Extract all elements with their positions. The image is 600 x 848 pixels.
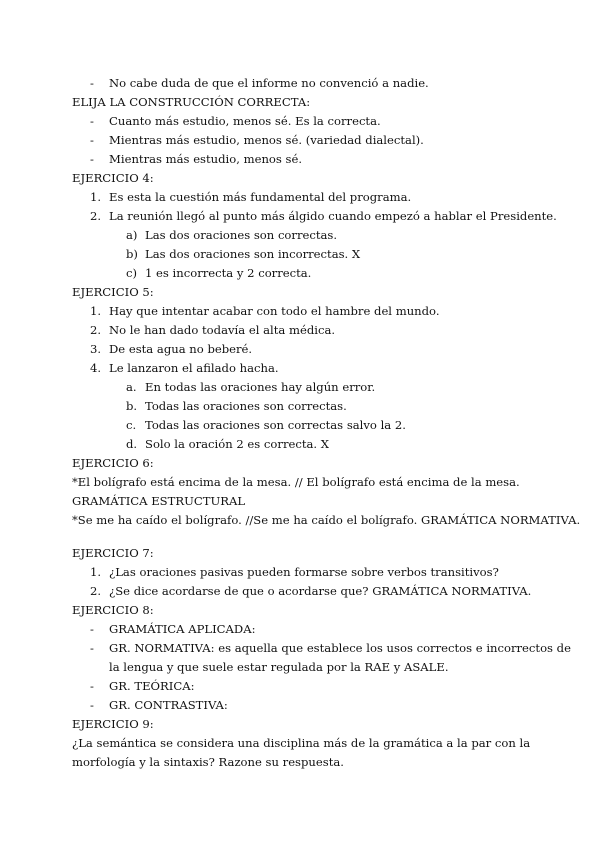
bullet-dash: - bbox=[90, 76, 94, 90]
list-item: No le han dado todavía el alta médica. bbox=[109, 323, 336, 337]
option-item: Todas las oraciones son correctas salvo la 2. bbox=[145, 418, 406, 432]
exercise-heading: EJERCICIO 8: bbox=[72, 603, 154, 617]
list-number: 1. bbox=[90, 565, 102, 579]
paragraph-line: morfología y la sintaxis? Razone su respuesta. bbox=[72, 755, 344, 769]
list-item: GR. CONTRASTIVA: bbox=[109, 698, 228, 712]
list-number: 3. bbox=[90, 342, 102, 356]
bullet-dash: - bbox=[90, 622, 94, 636]
list-number: 2. bbox=[90, 323, 102, 337]
exercise-heading: EJERCICIO 7: bbox=[72, 546, 154, 560]
bullet-dash: - bbox=[90, 641, 94, 655]
list-item-continuation: la lengua y que suele estar regulada por la RAE y ASALE. bbox=[109, 660, 449, 674]
list-item: De esta agua no beberé. bbox=[109, 342, 253, 356]
option-item: Las dos oraciones son correctas. bbox=[145, 228, 338, 242]
list-item: ¿Se dice acordarse de que o acordarse que? GRAMÁTICA NORMATIVA. bbox=[109, 584, 532, 598]
exercise-heading: EJERCICIO 4: bbox=[72, 171, 154, 185]
exercise-heading: EJERCICIO 5: bbox=[72, 285, 154, 299]
list-item: Mientras más estudio, menos sé. (variedad dialectal). bbox=[109, 133, 424, 147]
list-letter: a. bbox=[126, 380, 137, 394]
paragraph-line: ¿La semántica se considera una disciplina más de la gramática a la par con la bbox=[72, 736, 531, 750]
option-item: Todas las oraciones son correctas. bbox=[145, 399, 347, 413]
exercise-heading: EJERCICIO 9: bbox=[72, 717, 154, 731]
section-heading: ELIJA LA CONSTRUCCIÓN CORRECTA: bbox=[72, 95, 311, 109]
list-item: Le lanzaron el afilado hacha. bbox=[109, 361, 279, 375]
bullet-dash: - bbox=[90, 152, 94, 166]
list-item: La reunión llegó al punto más álgido cuando empezó a hablar el Presidente. bbox=[109, 209, 557, 223]
bullet-dash: - bbox=[90, 679, 94, 693]
list-number: 4. bbox=[90, 361, 102, 375]
list-item: Cuanto más estudio, menos sé. Es la correcta. bbox=[109, 114, 381, 128]
list-item: No cabe duda de que el informe no convenció a nadie. bbox=[109, 76, 429, 90]
list-item: GR. TEÓRICA: bbox=[109, 679, 195, 693]
option-item: Solo la oración 2 es correcta. X bbox=[145, 437, 330, 451]
list-item: Hay que intentar acabar con todo el hambre del mundo. bbox=[109, 304, 440, 318]
exercise-heading: EJERCICIO 6: bbox=[72, 456, 154, 470]
list-letter: b. bbox=[126, 399, 138, 413]
list-letter: d. bbox=[126, 437, 138, 451]
list-number: 1. bbox=[90, 190, 102, 204]
option-item: Las dos oraciones son incorrectas. X bbox=[145, 247, 361, 261]
bullet-dash: - bbox=[90, 114, 94, 128]
option-item: En todas las oraciones hay algún error. bbox=[145, 380, 376, 394]
list-item: Es esta la cuestión más fundamental del programa. bbox=[109, 190, 412, 204]
bullet-dash: - bbox=[90, 698, 94, 712]
list-letter: a) bbox=[126, 228, 138, 242]
paragraph-line: *El bolígrafo está encima de la mesa. // El bolígrafo está encima de la mesa. bbox=[72, 475, 520, 489]
list-letter: c. bbox=[126, 418, 137, 432]
list-number: 1. bbox=[90, 304, 102, 318]
bullet-dash: - bbox=[90, 133, 94, 147]
paragraph-line: *Se me ha caído el bolígrafo. //Se me ha caído el bolígrafo. GRAMÁTICA NORMATIVA. bbox=[72, 513, 581, 527]
list-item: ¿Las oraciones pasivas pueden formarse sobre verbos transitivos? bbox=[109, 565, 499, 579]
list-item: Mientras más estudio, menos sé. bbox=[109, 152, 303, 166]
list-number: 2. bbox=[90, 584, 102, 598]
option-item: 1 es incorrecta y 2 correcta. bbox=[145, 266, 312, 280]
list-item: GR. NORMATIVA: es aquella que establece los usos correctos e incorrectos de bbox=[109, 641, 571, 655]
list-item: GRAMÁTICA APLICADA: bbox=[109, 622, 256, 636]
list-letter: c) bbox=[126, 266, 138, 280]
paragraph-line: GRAMÁTICA ESTRUCTURAL bbox=[72, 494, 246, 508]
list-number: 2. bbox=[90, 209, 102, 223]
list-letter: b) bbox=[126, 247, 138, 261]
